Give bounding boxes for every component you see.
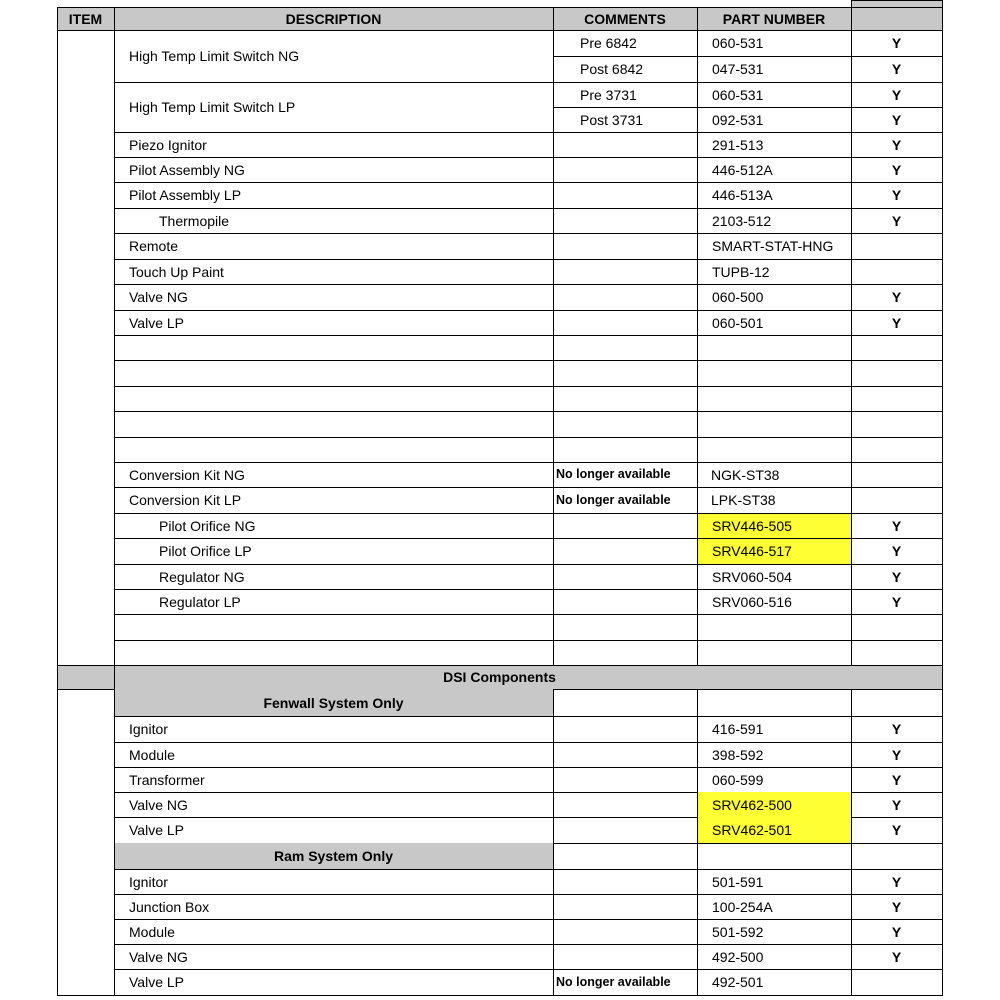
section-title-dsi-text: DSI Components [443,669,556,685]
column-divider [697,689,698,996]
status-flag-text: Y [891,721,902,737]
part-number-cell-text: 492-501 [712,974,764,990]
part-number-cell [697,767,851,792]
table-right-border [942,0,943,996]
part-number-cell-text: 501-591 [712,873,764,890]
column-divider [697,7,698,665]
header-part-number-text: PART NUMBER [722,10,826,27]
part-number-cell [697,564,851,589]
part-number-cell [697,208,851,233]
status-flag [851,792,942,817]
section-border [57,665,943,666]
header-comments-text: COMMENTS [584,10,666,27]
status-flag [851,944,942,969]
part-number-cell [697,56,851,82]
status-flag-text: Y [891,161,902,178]
row-divider [114,487,943,488]
status-flag [851,919,942,944]
column-divider [851,689,852,996]
part-number-cell-text: SRV462-501 [712,822,792,838]
part-number-cell [697,817,851,843]
description-cell [114,182,553,208]
part-number-cell-text: 446-512A [712,161,773,178]
description-cell-text: Ignitor [129,873,168,890]
part-number-cell-text: 446-513A [712,187,773,203]
row-divider [114,132,943,133]
part-number-cell-text: SRV446-505 [712,517,792,534]
status-flag-text: Y [891,568,902,585]
status-flag-text: Y [891,187,902,203]
part-number-cell [697,919,851,944]
description-cell-text: Piezo Ignitor [129,136,207,153]
part-number-cell [697,107,851,132]
description-cell-text: Junction Box [129,898,210,915]
description-cell [114,919,553,944]
description-cell [114,767,553,792]
row-divider [114,82,943,83]
description-cell-text: Valve LP [129,822,184,838]
header-comments [553,7,697,30]
description-cell-text: Pilot Orifice LP [159,543,252,559]
table-top-border [57,7,943,8]
row-divider [114,614,943,615]
description-cell [114,208,553,233]
status-flag [851,310,942,335]
status-flag-text: Y [891,771,902,788]
description-cell-text: Valve LP [129,314,184,331]
status-flag-text: Y [891,136,902,153]
description-cell-text: High Temp Limit Switch LP [129,99,296,115]
comment-cell-text: Post 3731 [580,111,644,128]
description-cell [114,969,553,995]
comment-cell [553,82,697,107]
row-divider [114,335,943,336]
status-flag [851,538,942,564]
row-divider [114,360,943,361]
row-divider [114,208,943,209]
description-cell [114,589,553,614]
status-flag [851,56,942,82]
comment-cell [553,107,697,132]
row-divider [553,56,943,57]
row-divider [114,462,943,463]
status-flag [851,82,942,107]
status-flag-text: Y [891,593,902,610]
status-flag-text: Y [891,111,902,128]
status-flag [851,894,942,919]
description-cell [114,157,553,182]
status-flag [851,564,942,589]
comment-cell-text: No longer available [556,467,671,482]
table-bottom-border [57,995,943,996]
header-description-text: DESCRIPTION [285,10,382,27]
comment-cell [553,487,697,513]
status-flag [851,817,942,843]
ram-section-title [114,843,553,869]
row-divider [114,386,943,387]
part-number-cell [697,742,851,767]
header-extra-top [851,0,943,1]
description-cell-text: Regulator LP [159,593,241,610]
description-cell-text: Module [129,746,175,763]
description-cell [114,869,553,894]
status-flag [851,742,942,767]
description-cell [114,487,553,513]
column-divider [114,7,115,996]
status-flag [851,208,942,233]
description-cell-text: Conversion Kit NG [129,466,245,483]
description-cell [114,259,553,284]
part-number-cell [697,792,851,817]
status-flag-text: Y [891,746,902,763]
row-divider [114,437,943,438]
part-number-cell [697,462,851,487]
description-cell-text: Valve NG [129,796,188,813]
status-flag [851,284,942,310]
status-flag [851,30,942,56]
part-number-cell [697,589,851,614]
part-number-cell-text: LPK-ST38 [711,492,776,508]
part-number-cell-text: 060-501 [712,314,764,331]
description-cell [114,310,553,335]
row-divider [114,182,943,183]
header-part-number [697,7,851,30]
part-number-cell [697,894,851,919]
part-number-cell-text: 416-591 [712,721,764,737]
part-number-cell [697,944,851,969]
part-number-cell-text: SRV060-504 [712,568,792,585]
part-number-cell-text: SRV446-517 [712,543,792,559]
description-cell [114,513,553,538]
part-number-cell [697,538,851,564]
status-flag [851,132,942,157]
comment-cell [553,56,697,82]
part-number-cell-text: 092-531 [712,111,764,128]
status-flag-text: Y [891,822,902,838]
description-cell [114,132,553,157]
status-flag [851,182,942,208]
status-flag [851,589,942,614]
comment-cell-text: No longer available [556,492,671,507]
part-number-cell [697,869,851,894]
part-number-cell-text: 100-254A [712,898,773,915]
row-divider [114,157,943,158]
status-flag-text: Y [891,86,902,103]
part-number-cell-text: 060-531 [712,86,764,103]
row-divider [114,284,943,285]
description-cell [114,716,553,742]
description-cell [114,538,553,564]
description-cell-text: Touch Up Paint [129,263,224,280]
row-divider [114,233,943,234]
description-cell-text: Ignitor [129,721,168,737]
description-cell-text: Remote [129,238,179,254]
header-bottom-border [57,30,943,31]
description-cell-text: High Temp Limit Switch NG [129,48,300,64]
part-number-cell-text: TUPB-12 [712,263,770,280]
part-number-cell [697,157,851,182]
status-flag-text: Y [891,314,902,331]
description-cell [114,462,553,487]
part-number-cell [697,513,851,538]
part-number-cell [697,969,851,995]
description-cell [114,792,553,817]
comment-cell-text: Pre 6842 [580,35,637,51]
status-flag [851,767,942,792]
row-divider [114,564,943,565]
status-flag [851,157,942,182]
status-flag-text: Y [891,873,902,890]
description-cell-text: Pilot Orifice NG [159,517,256,534]
row-divider [114,513,943,514]
part-number-cell-text: SMART-STAT-HNG [712,238,834,254]
description-cell-text: Pilot Assembly LP [129,187,242,203]
status-flag [851,716,942,742]
header-item-text: ITEM [68,10,103,27]
description-cell [114,564,553,589]
part-number-cell-text: SRV462-500 [712,796,792,813]
description-cell-text: Valve NG [129,948,188,965]
description-cell [114,894,553,919]
status-flag-text: Y [891,948,902,965]
part-number-cell-text: 398-592 [712,746,764,763]
part-number-cell [697,716,851,742]
row-divider [114,259,943,260]
description-cell-text: Valve LP [129,974,184,990]
part-number-cell-text: 291-513 [712,136,764,153]
comment-cell [553,30,697,56]
part-number-cell [697,284,851,310]
part-number-cell-text: 060-599 [712,771,764,788]
fenwall-section-title-text: Fenwall System Only [263,694,404,711]
status-flag-text: Y [891,543,902,559]
part-number-cell [697,182,851,208]
description-cell [114,284,553,310]
row-divider [114,538,943,539]
section-title-dsi [57,665,942,689]
status-flag [851,869,942,894]
status-flag-text: Y [891,898,902,915]
description-cell-text: Pilot Assembly NG [129,161,245,178]
description-cell-text: Thermopile [159,212,230,229]
status-flag [851,107,942,132]
status-flag-text: Y [891,61,902,77]
comment-cell-text: Post 6842 [580,61,644,77]
status-flag-text: Y [891,923,902,940]
ram-section-title-text: Ram System Only [273,848,394,864]
comment-cell [553,969,697,995]
part-number-cell-text: 492-500 [712,948,764,965]
part-number-cell [697,310,851,335]
status-flag-text: Y [891,796,902,813]
part-number-cell-text: 060-500 [712,289,764,305]
comment-cell-text: No longer available [556,974,671,989]
description-cell [114,817,553,843]
part-number-cell-text: 501-592 [712,923,764,940]
part-number-cell-text: 2103-512 [712,212,772,229]
table-left-border [57,7,58,996]
part-number-cell [697,132,851,157]
part-number-cell [697,30,851,56]
comment-cell-text: Pre 3731 [580,86,637,103]
description-cell [114,944,553,969]
comment-cell [553,462,697,487]
part-number-cell [697,487,851,513]
column-divider [851,0,852,665]
part-number-cell [697,259,851,284]
header-extra-cell [851,0,942,30]
part-number-cell-text: SRV060-516 [712,593,792,610]
description-cell [114,742,553,767]
row-divider [553,107,943,108]
description-cell-text: Conversion Kit LP [129,492,242,508]
part-number-cell [697,82,851,107]
status-flag [851,513,942,538]
description-cell-text: Regulator NG [159,568,245,585]
description-cell-text: Module [129,923,175,940]
part-number-cell-text: 047-531 [712,61,764,77]
column-divider [553,689,554,996]
status-flag-text: Y [891,289,902,305]
description-cell [114,82,553,132]
row-divider [114,411,943,412]
row-divider [114,310,943,311]
description-cell [114,30,553,82]
part-number-cell-text: 060-531 [712,35,764,51]
description-cell-text: Valve NG [129,289,188,305]
column-divider [553,7,554,665]
row-divider [114,640,943,641]
description-cell [114,233,553,259]
header-description [114,7,553,30]
status-flag-text: Y [891,517,902,534]
status-flag-text: Y [891,212,902,229]
fenwall-section-title [114,689,553,716]
status-flag-text: Y [891,35,902,51]
part-number-cell [697,233,851,259]
header-item [57,7,114,30]
row-divider [114,589,943,590]
description-cell-text: Transformer [129,771,205,788]
part-number-cell-text: NGK-ST38 [711,466,780,483]
